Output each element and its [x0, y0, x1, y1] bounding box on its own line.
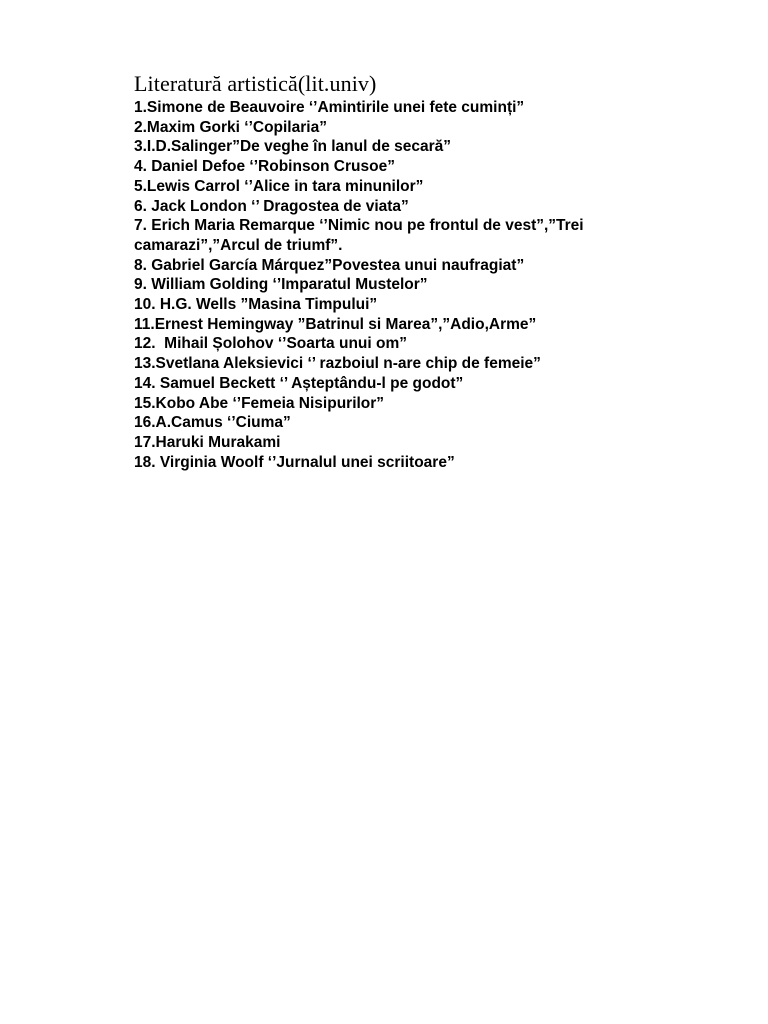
document-content: [134, 70, 634, 472]
list-item: 12. Mihail Șolohov ‘’Soarta unui om”: [134, 335, 408, 353]
list-item: 2.Maxim Gorki ‘’Copilaria”: [134, 118, 327, 136]
list-item: 3.I.D.Salinger”De veghe în lanul de secară”: [134, 138, 452, 156]
list-item: 14. Samuel Beckett ‘’ Așteptându-l pe godot”: [134, 374, 464, 392]
list-item: 5.Lewis Carrol ‘’Alice in tara minunilor”: [134, 177, 424, 195]
list-item: 13.Svetlana Aleksievici ‘’ razboiul n-are chip de femeie”: [134, 355, 541, 373]
list-item: 1.Simone de Beauvoire ‘’Amintirile unei fete cuminți”: [134, 99, 525, 116]
book-list: [134, 98, 634, 472]
list-item: 11.Ernest Hemingway ”Batrinul si Marea”,”Adio,Arme”: [134, 315, 537, 333]
list-item: 6. Jack London ‘’ Dragostea de viata”: [134, 197, 409, 215]
list-item: 15.Kobo Abe ‘’Femeia Nisipurilor”: [134, 394, 385, 412]
list-item: 10. H.G. Wells ”Masina Timpului”: [134, 296, 378, 314]
list-item: 17.Haruki Murakami: [134, 433, 281, 451]
list-item: 8. Gabriel García Márquez”Povestea unui naufragiat”: [134, 256, 525, 274]
document-title: Literatură artistică(lit.univ): [134, 71, 377, 96]
list-item: 9. William Golding ‘’Imparatul Mustelor”: [134, 276, 428, 294]
list-item: 4. Daniel Defoe ‘’Robinson Crusoe”: [134, 158, 395, 176]
list-item: 7. Erich Maria Remarque ‘’Nimic nou pe frontul de vest”,”Trei camarazi”,”Arcul de triumf”.: [134, 217, 588, 254]
list-item: 18. Virginia Woolf ‘’Jurnalul unei scriitoare”: [134, 453, 455, 471]
list-item: 16.A.Camus ‘’Ciuma”: [134, 414, 291, 432]
